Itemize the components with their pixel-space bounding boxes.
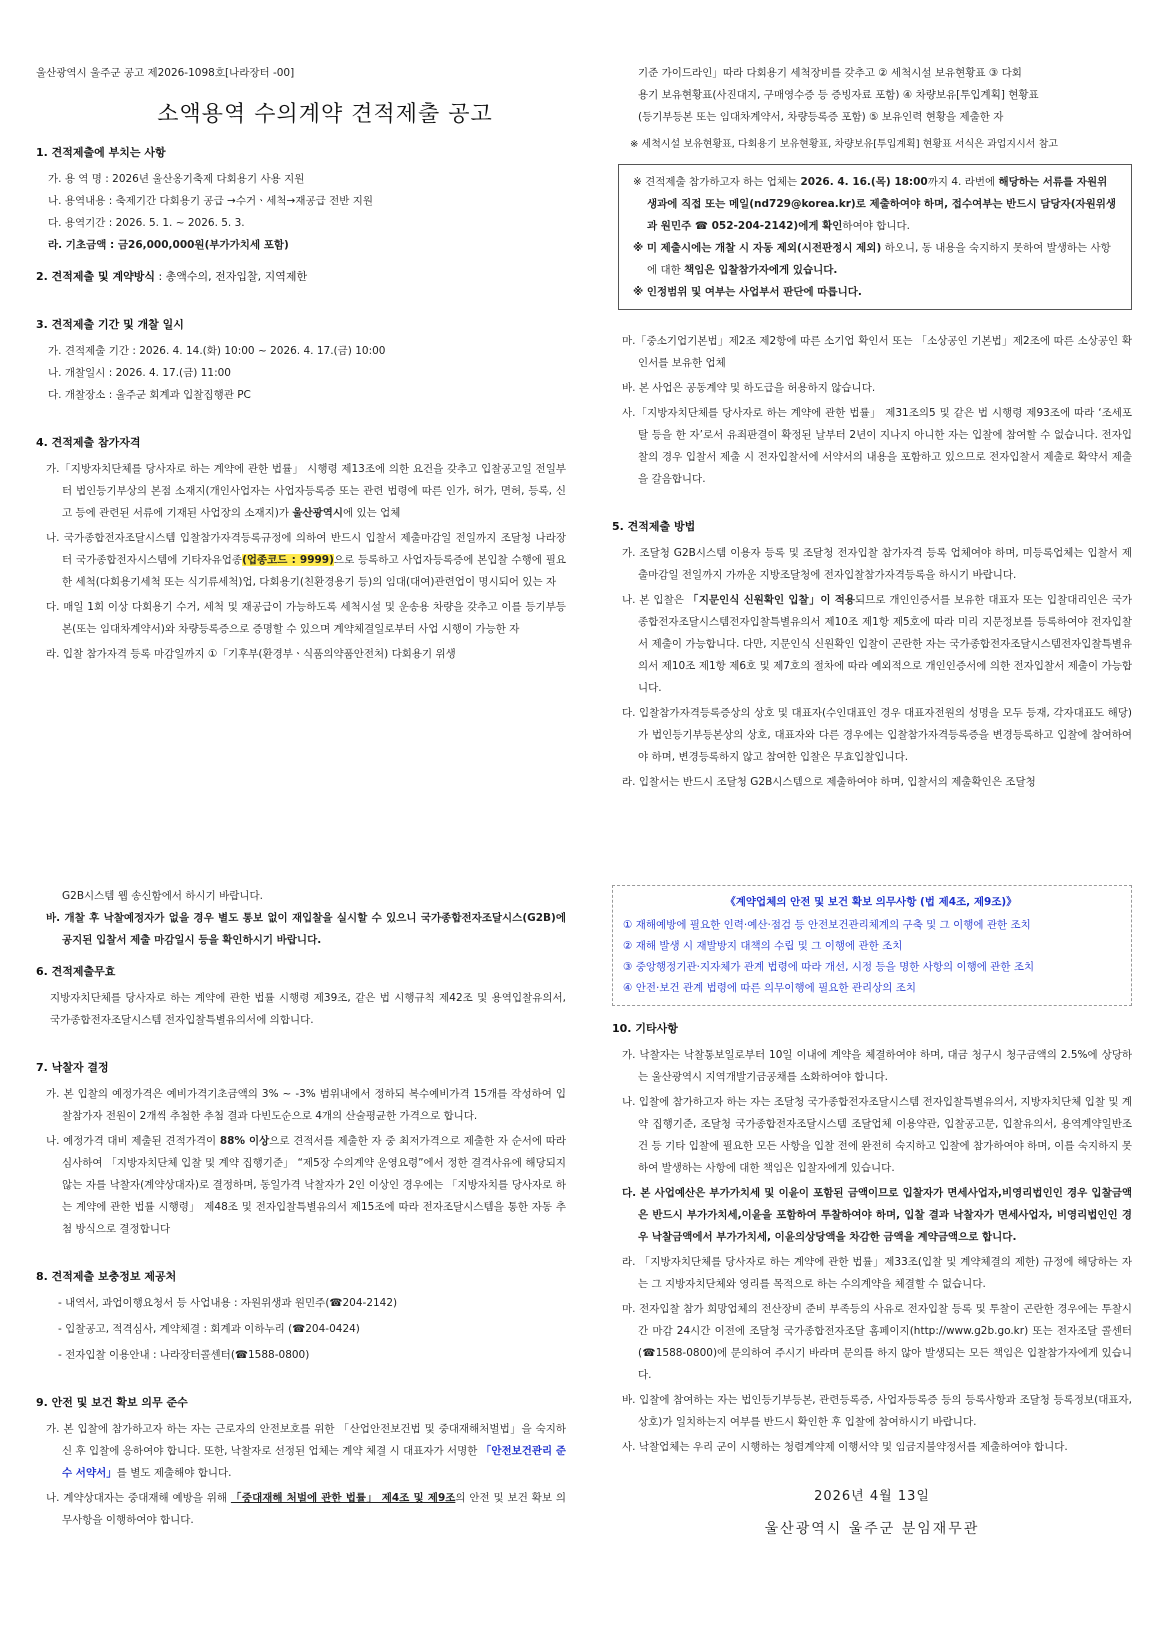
fingerprint-auth-label: 「지문인식 신원확인 입찰」이 적용 xyxy=(687,594,855,606)
s4-item-a xyxy=(36,458,566,524)
box-note-1-deadline: 2026. 4. 16.(목) 18:00 xyxy=(800,176,928,188)
obligation-item: ① 재해예방에 필요한 인력·예산·점검 등 안전보건관리체계의 구축 및 그 이행에 관한 조치 xyxy=(623,919,1031,931)
section-2-heading: 2. 견적제출 및 계약방식 xyxy=(36,270,155,283)
s1-item-c: 다. 용역기간 : 2026. 5. 1. ~ 2026. 5. 3. xyxy=(48,217,245,229)
s4-item-ma: 마.「중소기업기본법」제2조 제2항에 따른 소기업 확인서 또는 「소상공인 기본법」제2조에 따른 소상공인 확인서를 보유한 업체 xyxy=(622,335,1132,369)
s5-item-b-end: 되므로 개인인증서를 보유한 대표자 또는 입찰대리인은 국가종합전자조달시스템전자입찰특별유의서 제10조 제1항 제5호에 따라 미리 지문정보를 등록하여야 전자입찰서 제출이 가능합니다. 다만, 지문인식 신원확인 입찰이 곤란한 자는 국가종합전자조달시스템전자입찰특별유의서 제10조 제1항 제6호 및 제7호의 절차에 따라 예외적으로 개인인증서에 의한 전자입찰서 제출이 가능합니다. xyxy=(638,594,1132,694)
s4-item-d: 라. 입찰 참가자격 등록 마감일까지 ①「기후부(환경부ㆍ식품의약품안전처) 다회용기 위생 xyxy=(46,648,456,660)
s9-item-a-start: 가. 본 입찰에 참가하고자 하는 자는 근로자의 안전보호를 위한 「산업안전보건법 및 중대재해처벌법」을 숙지하신 후 입찰에 응하여야 합니다. 또한, 낙찰자로 선정된 업체는 계약 체결 시 대표자가 서명한 xyxy=(46,1423,566,1457)
s7-item-b-start: 나. 예정가격 대비 제출된 견적가격이 xyxy=(46,1135,220,1147)
s6-text: 지방자치단체를 당사자로 하는 계약에 관한 법률 시행령 제39조, 같은 법 시행규칙 제42조 및 용역입찰유의서, 국가종합전자조달시스템 전자입찰특별유의서에 의합니다. xyxy=(50,992,566,1026)
section-7-heading: 7. 낙찰자 결정 xyxy=(36,1061,109,1074)
s1-item-a: 가. 용 역 명 : 2026년 울산옹기축제 다회용기 사용 지원 xyxy=(48,173,305,185)
column-top-left xyxy=(36,62,566,668)
s5-item-d: 라. 입찰서는 반드시 조달청 G2B시스템으로 제출하여야 하며, 입찰서의 제출확인은 조달청 xyxy=(622,776,1036,788)
section-9-heading: 9. 안전 및 보건 확보 의무 준수 xyxy=(36,1396,188,1409)
box-note-3: ※ 인정범위 및 여부는 사업부서 판단에 따릅니다. xyxy=(633,286,862,298)
s5-item-e: 바. 개찰 후 낙찰예정자가 없을 경우 별도 통보 없이 재입찰을 실시할 수 있으니 국가종합전자조달시스(G2B)에 공지된 입찰서 제출 마감일시 등을 확인하시기 바랍니다. xyxy=(46,912,566,946)
box-note-1-a: ※ 견적제출 참가하고자 하는 업체는 xyxy=(633,176,801,188)
s4-item-d-continued xyxy=(612,62,1132,128)
safety-pledge-label: 「안전보건관리 준수 서약서」 xyxy=(62,1445,566,1479)
obligation-item: ② 재해 발생 시 재발방지 대책의 수립 및 그 이행에 관한 조치 xyxy=(623,940,903,952)
s4-cont-line: (등기부등본 또는 임대차계약서, 차량등록증 포함) ⑤ 보유인력 현황을 제출한 자 xyxy=(638,111,1004,123)
box-note-2-c: 책임은 입찰참가자에게 있습니다. xyxy=(684,264,838,276)
s7-item-a: 가. 본 입찰의 예정가격은 예비가격기초금액의 3% ~ -3% 범위내에서 정하되 복수예비가격 15개를 작성하여 입찰참가자 전원이 2개씩 추첨한 추첨 결과 다빈도순으로 4개의 산술평균한 가격으로 합니다. xyxy=(46,1088,566,1122)
s1-item-d: 라. 기초금액 : 금26,000,000원(부가가치세 포함) xyxy=(48,239,289,251)
s4-item-sa: 사.「지방자치단체를 당사자로 하는 계약에 관한 법률」 제31조의5 및 같은 법 시행령 제93조에 따라 ‘조세포탈 등을 한 자’로서 유죄판결이 확정된 날부터 2년이 지나지 아니한 자는 입찰에 참여할 수 없습니다. 전자입찰의 경우 입찰서 제출 시 전자입찰서에 서약서의 내용을 포함하고 있으므로 전자입찰서 제출로 확약서 제출을 갈음합니다. xyxy=(622,407,1132,485)
s4-item-ba: 바. 본 사업은 공동계약 및 하도급을 허용하지 않습니다. xyxy=(622,382,876,394)
box-note-1-e: 하여야 합니다. xyxy=(842,220,910,232)
s10-item-e: 마. 전자입찰 참가 희망업체의 전산장비 준비 부족등의 사유로 전자입찰 등록 및 투찰이 곤란한 경우에는 투찰시간 마감 24시간 이전에 조달청 국가종합전자조달 홈페이지(http://www.g2b.go.kr) 또는 전자조달 콜센터(☎1588-0800)에 문의하여 주시기 바라며 문의를 하지 않아 발생되는 모든 책임은 입찰참가자에게 있습니다. xyxy=(622,1303,1132,1381)
s4-cont-line: 기준 가이드라인」따라 다회용기 세척장비를 갖추고 ② 세척시설 보유현황표 ③ 다회 xyxy=(638,67,1022,79)
s9-item-a-end: 를 별도 제출해야 합니다. xyxy=(116,1467,232,1479)
section-3-heading: 3. 견적제출 기간 및 개찰 일시 xyxy=(36,318,184,331)
section-10-heading: 10. 기타사항 xyxy=(612,1022,678,1035)
column-bottom-left xyxy=(36,885,566,1534)
s10-item-g: 사. 낙찰업체는 우리 군이 시행하는 청렴계약제 이행서약 및 임금지불약정서를 제출하여야 합니다. xyxy=(622,1441,1068,1453)
threshold-rate: 88% 이상 xyxy=(219,1135,270,1147)
s9-item-b-start: 나. 계약상대자는 중대재해 예방을 위해 xyxy=(46,1492,231,1504)
section-5-heading: 5. 견적제출 방법 xyxy=(612,520,696,533)
s3-item-c: 다. 개찰장소 : 울주군 회계과 입찰집행관 PC xyxy=(48,389,251,401)
section-2-text: : 총액수의, 전자입찰, 지역제한 xyxy=(154,270,308,283)
notice-number: 울산광역시 울주군 공고 제2026-1098호[나라장터 -00] xyxy=(36,67,295,79)
industry-code-highlight: (업종코드 : 9999) xyxy=(242,554,334,566)
s10-item-b: 나. 입찰에 참가하고자 하는 자는 조달청 국가종합전자조달시스템 전자입찰특별유의서, 지방자치단체 입찰 및 계약 집행기준, 조달청 국가종합전자조달시스템 조달업체 이용약관, 입찰공고문, 입찰유의서, 용역계약일반조건 등 기타 입찰에 필요한 모든 사항을 입찰 전에 완전히 숙지하고 입찰에 참가하여야 하며, 이를 숙지하지 못하여 발생하는 사항에 대한 책임은 입찰자에게 있습니다. xyxy=(622,1096,1132,1174)
section-8-heading: 8. 견적제출 보충정보 제공처 xyxy=(36,1270,177,1283)
obligation-item: ④ 안전·보건 관계 법령에 따른 의무이행에 필요한 관리상의 조치 xyxy=(623,982,917,994)
s10-item-f: 바. 입찰에 참여하는 자는 법인등기부등본, 관련등록증, 사업자등록증 등의 등록사항과 조달청 등록정보(대표자, 상호)가 일치하는지 여부를 반드시 확인한 후 입찰에 참여하시기 바랍니다. xyxy=(622,1394,1132,1428)
contact-line: - 내역서, 과업이행요청서 등 사업내용 : 자원위생과 원민주(☎204-2142) xyxy=(58,1297,398,1309)
box-note-1-contact: 해당하는 서류를 자원위생과에 직접 또는 메일(nd729@korea.kr)로 제출하여야 하며, 접수여부는 반드시 담당자(자원위생과 원민주 ☎ 052-204-2142)에게 확인 xyxy=(647,176,1117,232)
page-title: 소액용역 수의계약 견적제출 공고 xyxy=(157,102,493,127)
column-bottom-right xyxy=(612,885,1132,1540)
announcement-date: 2026년 4월 13일 xyxy=(814,1489,930,1504)
s5-item-b xyxy=(612,589,1132,699)
box-note-1 xyxy=(633,171,1117,237)
s4-item-a-region: 울산광역시 xyxy=(292,507,344,519)
serious-accident-law: 「중대재해 처벌에 관한 법률」 제4조 및 제9조 xyxy=(230,1492,456,1504)
s3-item-b: 나. 개찰일시 : 2026. 4. 17.(금) 11:00 xyxy=(48,367,231,379)
s4-item-a-text: 가.「지방자치단체를 당사자로 하는 계약에 관한 법률」 시행령 제13조에 의한 요건을 갖추고 입찰공고일 전일부터 법인등기부상의 본점 소재지(개인사업자는 사업자등록증 또는 관련 법령에 따른 인가, 허가, 면허, 등록, 신고 등에 관련된 서류에 기재된 사업장의 소재지)가 xyxy=(46,463,566,519)
form-reference-note: ※ 세척시설 보유현황표, 다회용기 보유현황표, 차량보유[투입계획] 현황표 서식은 과업지시서 참고 xyxy=(630,139,1058,150)
issuing-organization: 울산광역시 울주군 분임재무관 xyxy=(764,1521,980,1537)
column-top-right xyxy=(612,62,1132,796)
s10-item-d: 라. 「지방자치단체를 당사자로 하는 계약에 관한 법률」제33조(입찰 및 계약체결의 제한) 규정에 해당하는 자는 그 지방자치단체와 영리를 목적으로 하는 수의계약을 체결할 수 없습니다. xyxy=(622,1256,1132,1290)
obligation-title: 《계약업체의 안전 및 보건 확보 의무사항 (법 제4조, 제9조)》 xyxy=(725,896,1017,908)
s5-item-c: 다. 입찰참가자격등록증상의 상호 및 대표자(수인대표인 경우 대표자전원의 성명을 모두 등재, 각자대표도 해당)가 법인등기부등본상의 상호, 대표자와 다른 경우에는 입찰참가자격등록증을 변경등록하고 입찰에 참여하여야 하며, 변경등록하지 않고 참여한 입찰은 무효입찰입니다. xyxy=(622,707,1132,763)
section-4-heading: 4. 견적제출 참가자격 xyxy=(36,436,141,449)
contact-line: - 전자입찰 이용안내 : 나라장터콜센터(☎1588-0800) xyxy=(58,1349,310,1361)
s10-item-a: 가. 낙찰자는 낙찰통보일로부터 10일 이내에 계약을 체결하여야 하며, 대금 청구시 청구금액의 2.5%에 상당하는 울산광역시 지역개발기금공채를 소화하여야 합니다. xyxy=(622,1049,1132,1083)
s4-item-a-end: 에 있는 업체 xyxy=(343,507,401,519)
submission-notice-box xyxy=(618,164,1132,310)
s7-item-b xyxy=(36,1130,566,1240)
s10-item-c: 다. 본 사업예산은 부가가치세 및 이윤이 포함된 금액이므로 입찰자가 면세사업자,비영리법인인 경우 입찰금액은 반드시 부가가치세,이윤을 포함하여 투찰하여야 하며, 입찰 결과 낙찰자가 면세사업자, 비영리법인인 경우 낙찰금액에서 부가가치세, 이윤의상당액을 차감한 금액을 계약금액으로 합니다. xyxy=(622,1187,1132,1243)
s7-item-b-end: 으로 견적서를 제출한 자 중 최저가격으로 제출한 자 순서에 따라 심사하여 「지방자치단체 입찰 및 계약 집행기준」 “제5장 수의계약 운영요령”에서 정한 결격사유에 해당되지 않는 자를 낙찰자(계약상대자)로 결정하며, 동일가격 낙찰자가 2인 이상인 경우에는 「지방자치를 당사자로 하는 계약에 관한 법률 시행령」 제48조 및 전자입찰특별유의서 제15조에 따라 전자조달시스템을 통한 자동 추첨 방식으로 결정합니다 xyxy=(62,1135,566,1235)
s9-item-b xyxy=(36,1487,566,1531)
s4-item-b xyxy=(36,527,566,593)
s5-item-a: 가. 조달청 G2B시스템 이용자 등록 및 조달청 전자입찰 참가자격 등록 업체여야 하며, 미등록업체는 입찰서 제출마감일 전일까지 가까운 지방조달청에 전자입찰참가자격등록을 하시기 바랍니다. xyxy=(622,547,1132,581)
box-note-1-c: 까지 4. 라번에 xyxy=(927,176,999,188)
s5-item-b-start: 나. 본 입찰은 xyxy=(622,594,688,606)
box-note-2-a: ※ 미 제출시에는 개찰 시 자동 제외(시전판정시 제외) xyxy=(633,242,882,254)
contact-line: - 입찰공고, 적격심사, 계약체결 : 회계과 이하누리 (☎204-0424) xyxy=(58,1323,360,1335)
section-1-heading: 1. 견적제출에 부치는 사항 xyxy=(36,146,166,159)
s1-item-b: 나. 용역내용 : 축제기간 다회용기 공급 →수거ㆍ세척→재공급 전반 지원 xyxy=(48,195,374,207)
s4-item-c: 다. 매일 1회 이상 다회용기 수거, 세척 및 재공급이 가능하도록 세척시설 및 운송용 차량을 갖추고 이를 등기부등본(또는 임대차계약서)와 차량등록증으로 증명할 수 있으며 계약체결일로부터 사업 시행이 가능한 자 xyxy=(46,601,566,635)
obligation-item: ③ 중앙행정기관·지자체가 관계 법령에 따라 개선, 시정 등을 명한 사항의 이행에 관한 조치 xyxy=(623,961,1035,973)
s3-item-a: 가. 견적제출 기간 : 2026. 4. 14.(화) 10:00 ~ 2026. 4. 17.(금) 10:00 xyxy=(48,345,386,357)
s9-item-b-end: 의 안전 및 보건 확보 의무사항을 이행하여야 합니다. xyxy=(62,1492,566,1526)
s4-item-b-text: 나. 국가종합전자조달시스템 입찰참가자격등록규정에 의하여 반드시 입찰서 제출마감일 전일까지 조달청 나라장터 국가종합전자시스템에 기타자유업종 xyxy=(46,532,566,566)
section-2 xyxy=(36,266,566,288)
s9-item-a xyxy=(36,1418,566,1484)
s4-cont-line: 용기 보유현황표(사진대지, 구매영수증 등 증빙자료 포함) ④ 차량보유[투입계획] 현황표 xyxy=(638,89,1039,101)
box-note-2 xyxy=(633,237,1117,281)
s5-item-d-continued: G2B시스템 웹 송신함에서 하시기 바랍니다. xyxy=(62,890,263,902)
s4-item-b-end: 으로 등록하고 사업자등록증에 본입찰 수행에 필요한 세척(다회용기세척 또는 식기류세척)업, 다회용기(친환경용기 등)의 임대(대여)관련업이 명시되어 있는 자 xyxy=(62,554,566,588)
box-note-2-b: 하오니, 동 내용을 숙지하지 못하여 발생하는 사항에 대한 xyxy=(647,242,1111,276)
section-6-heading: 6. 견적제출무효 xyxy=(36,965,116,978)
obligation-box xyxy=(612,885,1132,1006)
